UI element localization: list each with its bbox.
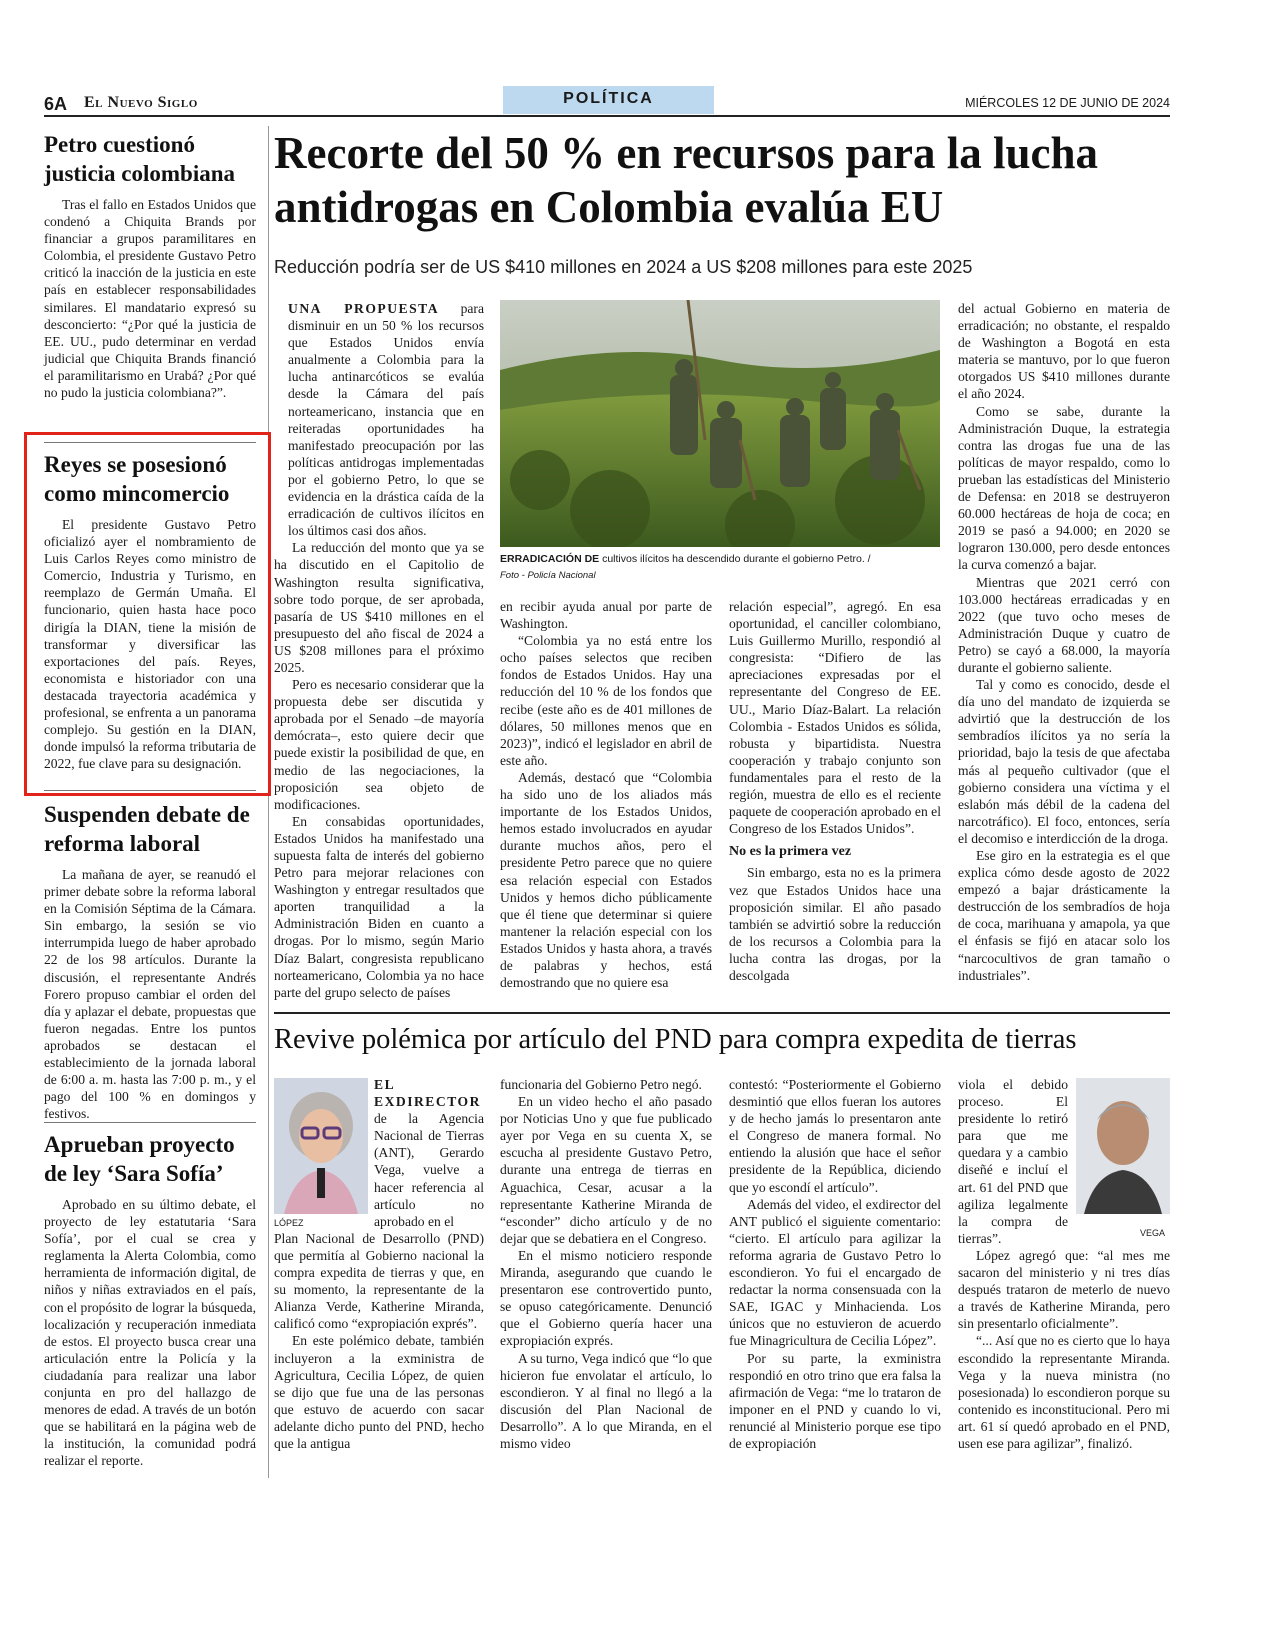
- photo-credit: Foto - Policía Nacional: [500, 570, 596, 581]
- lead-text: para disminuir en un 50 % los recursos que Estados Unidos envía anualmente a Colombia para la lucha antinarcóticos se evalúa desde la Cámara del país norteamericano, instancia que en reiteradas oportunidades ha manifestado preocupación por las políticas antidrogas implementadas por el gobierno Petro, lo que se evidencia en la drástica caída de la erradicación de cultivos ilícitos en los últimos casi dos años.: [288, 301, 484, 539]
- caption-lead: ERRADICACIÓN DE: [500, 553, 600, 565]
- lead-caps: EL EXDIRECTOR: [374, 1077, 481, 1110]
- paragraph: viola el debido proceso. El presidente lo retiró para que me quedara y a cambio diseñé e incluí el art. 61 del PND que agiliza legalmente la compra de tierras”.: [958, 1077, 1068, 1246]
- column-subhead: No es la primera vez: [729, 844, 852, 860]
- paragraph: Mientras que 2021 cerró con 103.000 hectáreas erradicadas y en 2022 (que tuvo ocho meses de Administración Duque y cuatro de Petro) se cayó a 68.000, la mayoría durante el gobierno saliente.: [958, 574, 1170, 675]
- sidebar-story-laboral: [44, 800, 256, 1122]
- story-body: Tras el fallo en Estados Unidos que condenó a Chiquita Brands por financiar a grupos paramilitares en Colombia, el presidente Gustavo Petro criticó la inacción de la justicia en este país en establecer responsabilidades similares. El mandatario expresó su desconcierto: “¿Por qué la justicia de EE. UU., pudo determinar en verdad judicial que Chiquita Brands financió el paramilitarismo en Urabá? ¿Por qué no pudo la justicia colombiana?”.: [44, 197, 256, 401]
- second-headline: Revive polémica por artículo del PND para compra expedita de tierras: [274, 1024, 1077, 1055]
- newspaper-name: El Nuevo Siglo: [84, 94, 198, 111]
- story-body: La mañana de ayer, se reanudó el primer debate sobre la reforma laboral en la Comisión Séptima de la Cámara. Sin embargo, la sesión se vio interrumpida luego de haber aprobado 22 de los 98 artículos. Durante la discusión, el representante Andrés Forero propuso cambiar el orden del día y aplazar el debate, propuestas que fueron negadas. Entre los puntos aprobados se destacan el establecimiento de la jornada laboral de 6:00 a. m. hasta las 7:00 p. m., y el pago del 100 % en domingos y festivos.: [44, 867, 256, 1122]
- story-separator: [44, 790, 256, 791]
- second-column-2: [500, 1076, 712, 1452]
- story-title: Suspenden debate de reforma laboral: [44, 802, 250, 856]
- story-title: Aprueban proyecto de ley ‘Sara Sofía’: [44, 1132, 235, 1186]
- paragraph: Plan Nacional de Desarrollo (PND) que permitía al Gobierno nacional la compra expedita de tierras y que, en su momento, la representante de la Alianza Verde, Katherine Miranda, calificó como “expropiación exprés”.: [274, 1230, 484, 1332]
- paragraph: Pero es necesario considerar que la propuesta debe ser discutida y aprobada por el Senado –de mayoría demócrata–, esto quiere decir que puede existir la posibilidad de que, en medio de las negociaciones, la proposición sea objeto de modificaciones.: [274, 677, 484, 812]
- paragraph: En el mismo noticiero responde Miranda, asegurando que cuando le presentaron ese controvertido punto, se opuso categóricamente. Denunció que el Gobierno quería hacer una expropiación exprés.: [500, 1247, 712, 1349]
- header-rule: [44, 115, 1170, 117]
- paragraph: En este polémico debate, también incluyeron a la exministra de Agricultura, Cecilia López, de quien se dijo que fue una de las personas que estuvo de acuerdo con sacar adelante dicho punto del PND, hecho que la antigua: [274, 1333, 484, 1451]
- main-headline: Recorte del 50 % en recursos para la lucha antidrogas en Colombia evalúa EU: [274, 128, 1099, 232]
- vega-label: VEGA: [1140, 1228, 1166, 1238]
- story-title: Reyes se posesionó como mincomercio: [44, 452, 230, 506]
- paragraph: Además del video, el exdirector del ANT publicó el siguiente comentario: “cierto. El artículo para agilizar la reforma agraria de Gustavo Petro lo escondieron. Yo fui el encargado de redactar la norma consensuada con la SAE, IGAC y Minhacienda. Los únicos que no estuvieron de acuerdo fue Minagricultura de Cecilia López”.: [729, 1196, 941, 1349]
- main-column-4: [958, 300, 1170, 984]
- story-body: El presidente Gustavo Petro oficializó ayer el nombramiento de Luis Carlos Reyes como ministro de Comercio, Industria y Turismo, en reemplazo de Germán Umaña. El funcionario, quien hasta hace poco dirigía la DIAN, tiene la misión de transformar y diversificar las exportaciones del país. Reyes, economista e historiador con una destacada trayectoria académica y profesional, se enfrenta a un panorama complejo. Su gestión en la DIAN, donde impulsó la reforma tributaria de 2022, fue clave para su designación.: [44, 517, 256, 772]
- sidebar-story-chiquita: [44, 130, 256, 401]
- paragraph: en recibir ayuda anual por parte de Washington.: [500, 599, 712, 632]
- section-label: POLÍTICA: [563, 90, 654, 107]
- lead-text: de la Agencia Nacional de Tierras (ANT), Gerardo Vega, vuelve a hacer referencia al artículo no aprobado en el: [374, 1111, 484, 1229]
- photo-caption: [500, 553, 945, 565]
- paragraph: Sin embargo, esta no es la primera vez que Estados Unidos hace una proposición similar. El año pasado también se advirtió sobre la reducción de los recursos a Colombia para la lucha contra las drogas, por la descolgada: [729, 865, 941, 983]
- eradication-photo: [500, 300, 940, 547]
- paragraph: En consabidas oportunidades, Estados Unidos ha manifestado una supuesta falta de interés del gobierno Petro para mejorar relaciones con Washington y entregar resultados que aporten tranquilidad a la Administración Biden en cuanto a drogas. Por lo mismo, según Mario Díaz Balart, congresista republicano norteamericano, Colombia ya no hace parte del grupo selecto de países: [274, 813, 484, 1000]
- sidebar-story-sara-sofia: [44, 1130, 256, 1470]
- paragraph: Ese giro en la estrategia es el que explica cómo desde agosto de 2022 empezó a bajar drásticamente la destrucción de los sembradíos de hoja de coca, marihuana y amapola, ya que el énfasis se fijó en atacar solo los “narcocultivos de gran tamaño o industriales”.: [958, 848, 1170, 983]
- caption-text: cultivos ilícitos ha descendido durante el gobierno Petro. /: [599, 553, 871, 565]
- paragraph: A su turno, Vega indicó que “lo que hicieron fue envolatar el artículo, lo escondieron. Y al final no llegó a la discusión del Plan Nacional de Desarrollo”. A lo que Miranda, en el mismo video: [500, 1350, 712, 1451]
- paragraph: Por su parte, la exministra respondió en otro trino que era falsa la afirmación de Vega: “me lo trataron de imponer en el PND y cuando lo vi, renuncié al Ministerio porque ese tipo de expropiación: [729, 1350, 941, 1451]
- lead-paragraph: [374, 1076, 484, 1230]
- paragraph: relación especial”, agregó. En esa oportunidad, el canciller colombiano, Luis Guillermo Murillo, respondió al congresista: “Difiero de las apreciaciones expresadas por el representante del Congreso de EE. UU., Mario Díaz-Balart. La relación Colombia - Estados Unidos es sólida, robusta y bipartidista. Nuestra cooperación y trabajo conjunto son fundamentales para el resto de la región, muestra de ello es el reciente paquete de cooperación aprobado en el Congreso de los Estados Unidos”.: [729, 599, 941, 837]
- sidebar-divider: [268, 126, 269, 1478]
- soldiers-field-image: [500, 300, 940, 547]
- paragraph: contestó: “Posteriormente el Gobierno desmintió que ellos fueran los autores y de hecho jamás lo presentaron ante el Congreso de manera formal. No entiendo la alusión que hace el señor presidente de la República, diciendo que yo escondí el artículo”.: [729, 1077, 941, 1195]
- page-number: 6A: [44, 94, 68, 114]
- main-column-1: [274, 300, 484, 1001]
- section-separator: [274, 1012, 1170, 1014]
- paragraph: En un video hecho el año pasado por Noticias Uno y que fue publicado ayer por Vega en su cuenta X, se escucha al presidente Gustavo Petro, durante una entrega de tierras en Aguachica, Cesar, acusar a la representante Katherine Miranda de “esconder” dicho artículo y de no dejar que se debatiera en el Congreso.: [500, 1094, 712, 1246]
- paragraph: del actual Gobierno en materia de erradicación; no obstante, el respaldo de Washington a Bogotá en esta materia se mantuvo, por lo que fueron otorgados US $410 millones durante el año 2024.: [958, 301, 1170, 402]
- main-column-2: [500, 598, 712, 991]
- paragraph: Tal y como es conocido, desde el día uno del mandato de izquierda se advirtió que la destrucción de los sembradíos ilícitos ya no sería la prioridad, bajo la tesis de que afectaba más al pequeño cultivador (que el gobierno considera una víctima y el eslabón más débil de la cadena del narcotráfico). El foco, entonces, sería el decomiso e interdicción de la droga.: [958, 677, 1170, 846]
- lopez-label: LÓPEZ: [274, 1218, 304, 1228]
- lead-caps: UNA PROPUESTA: [288, 301, 440, 316]
- lead-paragraph: [274, 300, 484, 539]
- second-column-1: [274, 1076, 484, 1452]
- paragraph: López agregó que: “al mes me sacaron del ministerio y ni tres días después trataron de meterlo de nuevo a través de Katherine Miranda, pero sin presentarlo oficialmente”.: [958, 1247, 1170, 1332]
- paragraph: “... Así que no es cierto que lo haya escondido la representante Miranda. Vega y la nueva ministra (no posesionada) lo escondieron porque su contenido es inconstitucional. Pero mi art. 61 sí quedó aprobado en el PND, usen ese para agilizar”, finalizó.: [958, 1333, 1170, 1451]
- story-body: Aprobado en su último debate, el proyecto de ley estatutaria ‘Sara Sofía’, por el cual se crea y reglamenta la Alerta Colombia, como herramienta de información digital, de niños y niñas extraviados en el país, con el propósito de lograr la búsqueda, localización y recuperación inmediata de estos. El proyecto busca crear una articulación entre la Policía y la ciudadanía para realizar una labor conjunta en pro del hallazgo de menores de edad. A través de un botón que se habilitará en la página web de la institución, la comunidad podrá realizar el reporte.: [44, 1197, 256, 1469]
- sidebar-story-reyes: [44, 450, 256, 772]
- paragraph: Como se sabe, durante la Administración Duque, la estrategia contra las drogas fue una de las políticas de mayor respaldo, como lo prueban las estadísticas del Ministerio de Defensa: en 2018 se destruyeron 60.000 hectáreas de hoja de coca; en 2019 se pasó a 94.000; en 2020 se lograron 130.000, pero desde entonces la curva comenzó a bajar.: [958, 403, 1170, 573]
- main-column-3: [729, 598, 941, 984]
- paragraph: La reducción del monto que ya se ha discutido en el Capitolio de Washington resulta significativa, sobre todo porque, de ser aprobada, pasaría de US $410 millones en el presupuesto del año fiscal de 2024 a US $208 millones para el próximo 2025.: [274, 540, 484, 675]
- paragraph: Además, destacó que “Colombia ha sido uno de los aliados más importante de los Estados Unidos, hemos estado involucrados en ayudar durante muchos años, pero el presidente Petro parece que no quiere esa relación especial con Estados Unidos y hemos dicho públicamente que él tiene que determinar si quiere mantener la relación especial con los Estados Unidos y hasta ahora, a través de palabras y hechos, está demostrando que no quiere esa: [500, 769, 712, 991]
- issue-date: MIÉRCOLES 12 DE JUNIO DE 2024: [965, 96, 1170, 110]
- second-column-3: [729, 1076, 941, 1452]
- story-title: Petro cuestionó justicia colombiana: [44, 132, 236, 186]
- paragraph: “Colombia ya no está entre los ocho países selectos que reciben fondos de Estados Unidos. Hay una reducción del 10 % de los fondos que recibe (este año es de 401 millones de dólares, 50 millones menos que en 2023)”, indicó el legislador en abril de este año.: [500, 633, 712, 768]
- main-subhead: Reducción podría ser de US $410 millones en 2024 a US $208 millones para este 2025: [274, 257, 973, 277]
- paragraph: funcionaria del Gobierno Petro negó.: [500, 1077, 702, 1092]
- story-separator: [44, 1122, 256, 1123]
- second-column-4: [958, 1076, 1170, 1452]
